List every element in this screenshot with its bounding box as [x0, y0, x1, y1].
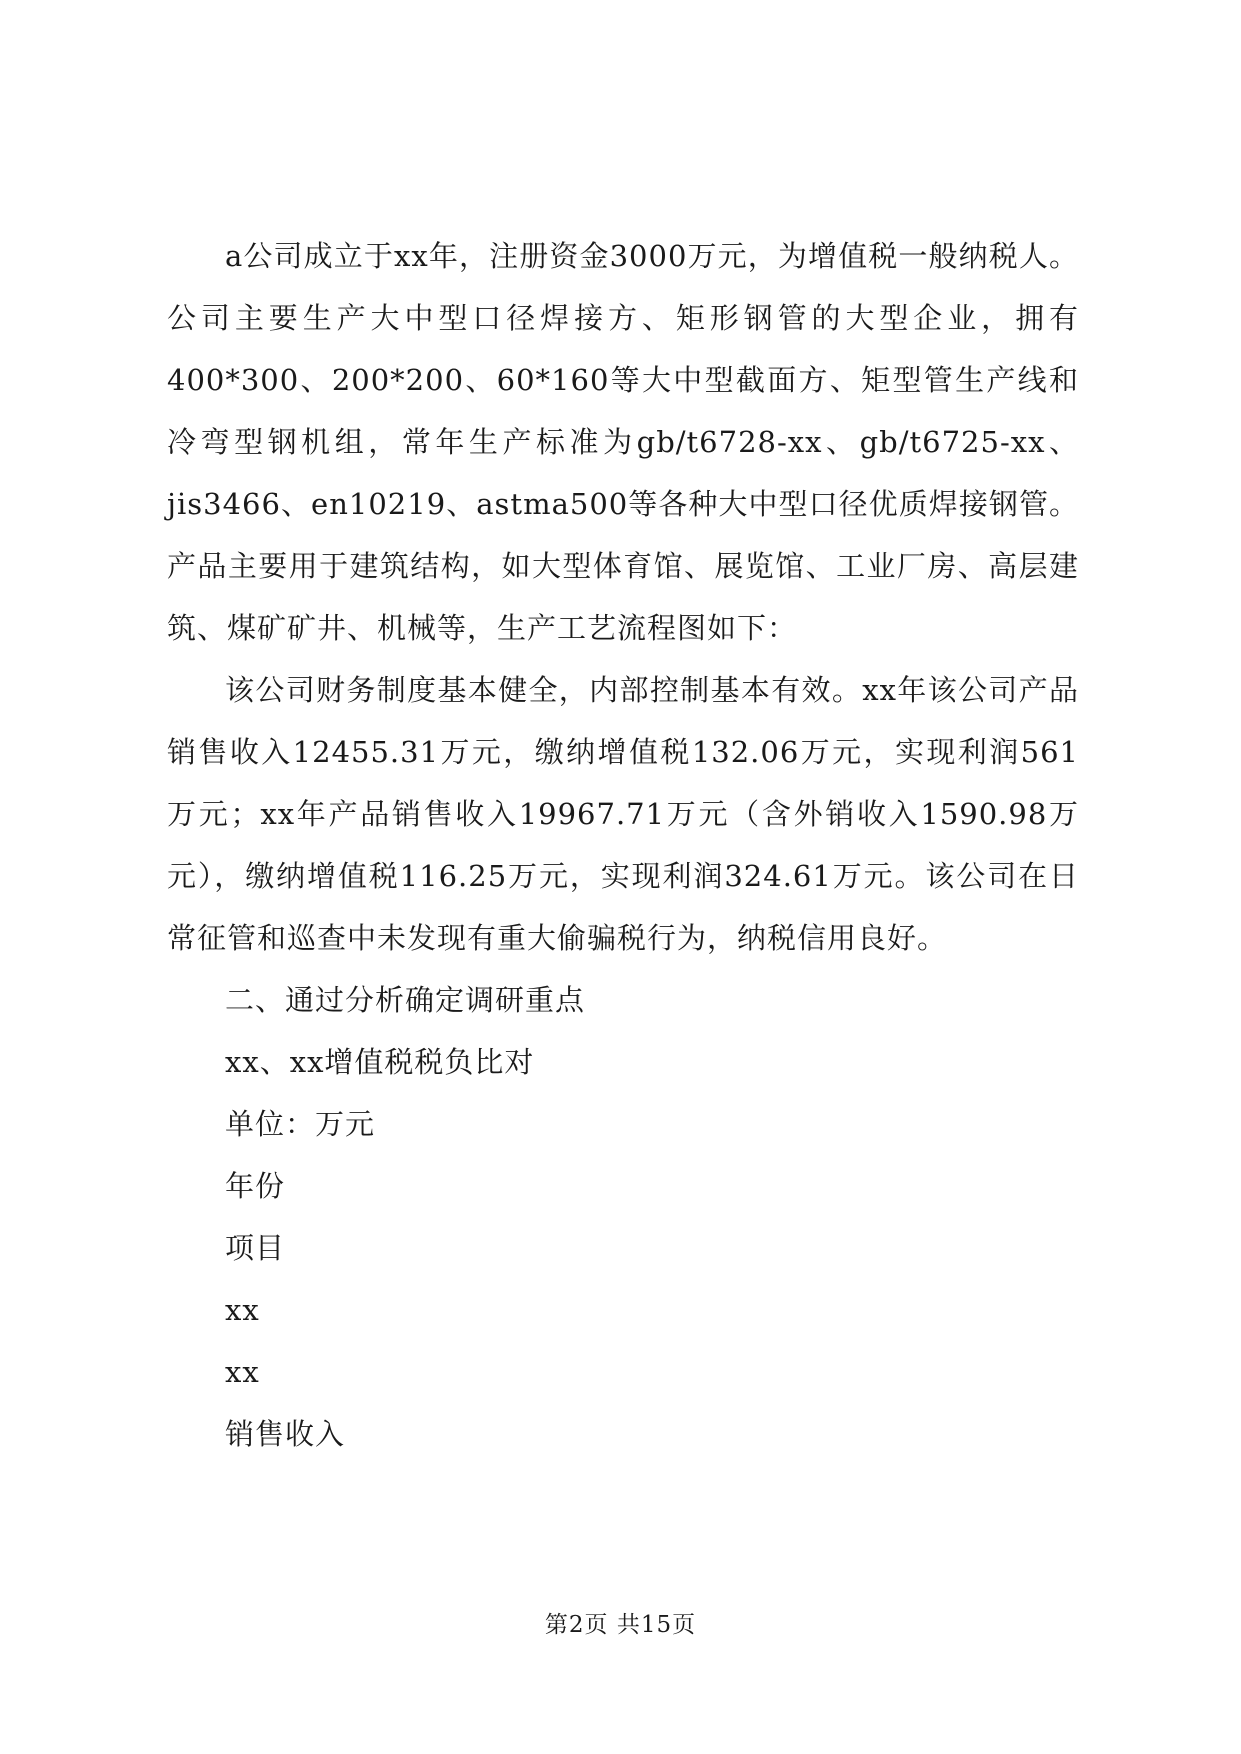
paragraph-finance-summary: 该公司财务制度基本健全，内部控制基本有效。xx年该公司产品销售收入12455.31万元，缴纳增值税132.06万元，实现利润561万元；xx年产品销售收入19967.71万元（含外销收入1590.98万元），缴纳增值税116.25万元，实现利润324.61万元。该公司在日常征管和巡查中未发现有重大偷骗税行为，纳税信用良好。 [167, 673, 1079, 955]
section-heading: 二、通过分析确定调研重点 [225, 983, 586, 1017]
table-header-item: 项目 [225, 1231, 286, 1265]
table-title: xx、xx增值税税负比对 [225, 1045, 535, 1079]
paragraph-company-intro: a公司成立于xx年，注册资金3000万元，为增值税一般纳税人。公司主要生产大中型口径焊接方、矩形钢管的大型企业，拥有400*300、200*200、60*160等大中型截面方、矩型管生产线和冷弯型钢机组，常年生产标准为gb/t6728-xx、gb/t6725-xx、jis3466、en10219、astma500等各种大中型口径优质焊接钢管。产品主要用于建筑结构，如大型体育馆、展览馆、工业厂房、高层建筑、煤矿矿井、机械等，生产工艺流程图如下： [167, 239, 1079, 645]
table-unit: 单位：万元 [225, 1107, 376, 1141]
table-row-sales: 销售收入 [225, 1417, 346, 1451]
table-header-year: 年份 [225, 1169, 286, 1203]
table-year-2: xx [225, 1355, 260, 1389]
page-number-footer: 第2页 共15页 [544, 1612, 697, 1638]
table-year-1: xx [225, 1293, 260, 1327]
document-body [167, 225, 1079, 1465]
